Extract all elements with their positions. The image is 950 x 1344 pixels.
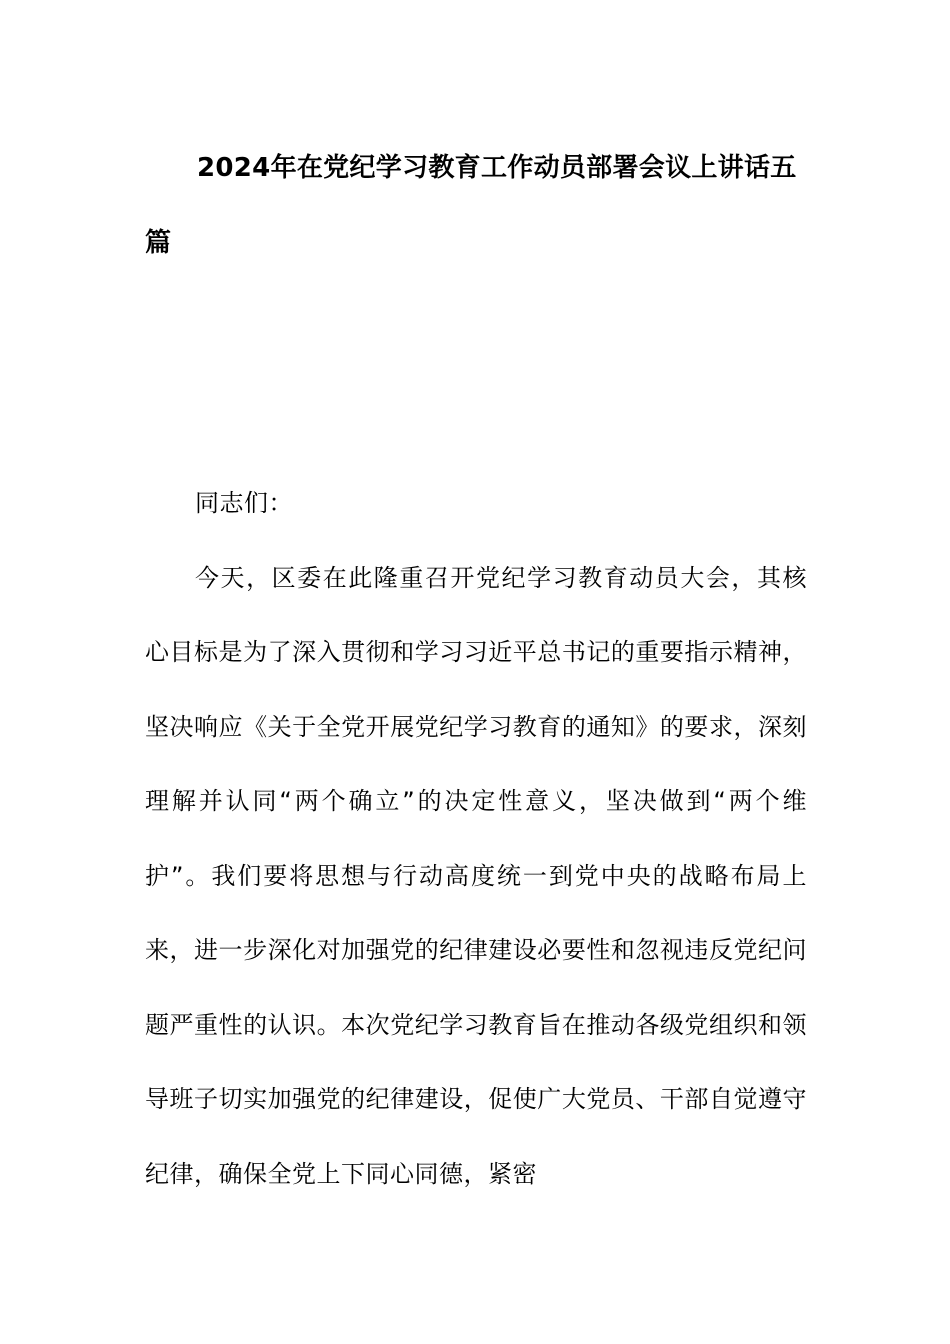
document-title: 2024年在党纪学习教育工作动员部署会议上讲话五篇 [145, 153, 797, 258]
document-body [145, 466, 807, 1211]
body-paragraph: 今天，区委在此隆重召开党纪学习教育动员大会，其核心目标是为了深入贯彻和学习习近平总书记的重要指示精神，坚决响应《关于全党开展党纪学习教育的通知》的要求，深刻理解并认同“两个确立”的决定性意义，坚决做到“两个维护”。我们要将思想与行动高度统一到党中央的战略布局上来，进一步深化对加强党的纪律建设必要性和忽视违反党纪问题严重性的认识。本次党纪学习教育旨在推动各级党组织和领导班子切实加强党的纪律建设，促使广大党员、干部自觉遵守纪律，确保全党上下同心同德，紧密 [145, 563, 807, 1188]
salutation-paragraph: 同志们： [195, 489, 293, 517]
